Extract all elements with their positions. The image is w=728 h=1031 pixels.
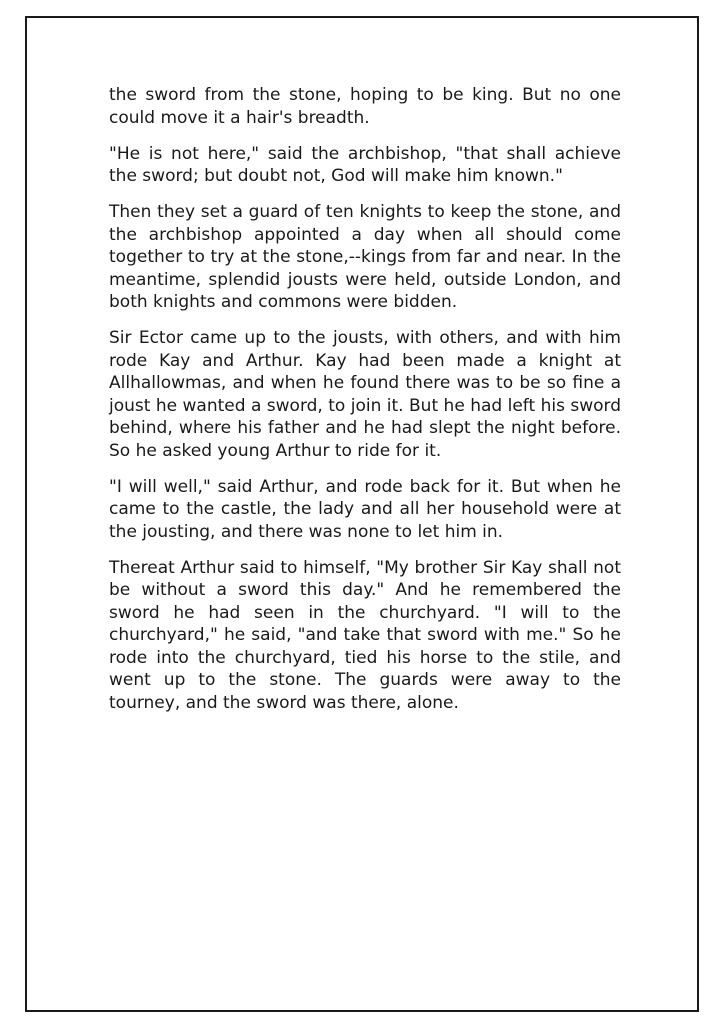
paragraph-1: the sword from the stone, hoping to be king. But no one could move it a hair's breadth. <box>109 85 621 128</box>
paragraph-4: Sir Ector came up to the jousts, with others, and with him rode Kay and Arthur. Kay had been made a knight at Allhallowmas, and when he found there was to be so fine a joust he wanted a sword, to join it. But he had left his sword behind, where his father and he had slept the night before. So he asked young Arthur to ride for it. <box>109 328 621 461</box>
paragraph-2: "He is not here," said the archbishop, "that shall achieve the sword; but doubt not, God will make him known." <box>109 143 621 186</box>
paragraph-3: Then they set a guard of ten knights to keep the stone, and the archbishop appointed a day when all should come together to try at the stone,--kings from far and near. In the meantime, splendid jousts were held, outside London, and both knights and commons were bidden. <box>109 202 621 312</box>
text-body <box>109 84 621 728</box>
paragraph-5: "I will well," said Arthur, and rode back for it. But when he came to the castle, the lady and all her household were at the jousting, and there was none to let him in. <box>109 476 621 542</box>
paragraph-6: Thereat Arthur said to himself, "My brother Sir Kay shall not be without a sword this day." And he remembered the sword he had seen in the churchyard. "I will to the churchyard," he said, "and take that sword with me." So he rode into the churchyard, tied his horse to the stile, and went up to the stone. The guards were away to the tourney, and the sword was there, alone. <box>109 557 621 713</box>
